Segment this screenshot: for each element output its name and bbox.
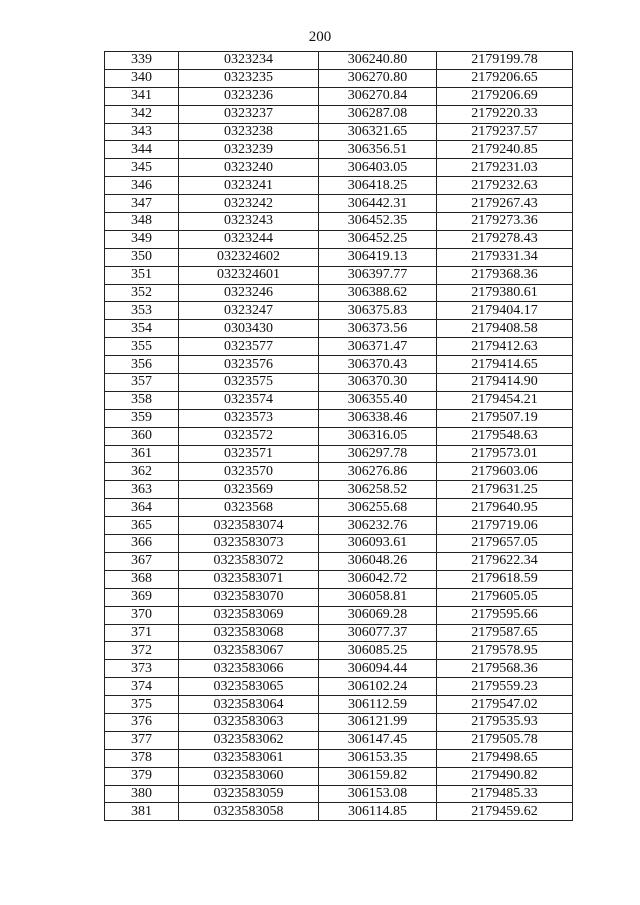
point-id-cell: 0323575 [179, 374, 319, 392]
x-coordinate-cell: 306114.85 [319, 803, 437, 821]
point-number-cell: 353 [105, 302, 179, 320]
x-coordinate-cell: 306355.40 [319, 391, 437, 409]
y-coordinate-cell: 2179220.33 [437, 105, 573, 123]
x-coordinate-cell: 306370.43 [319, 356, 437, 374]
point-id-cell: 0323583064 [179, 696, 319, 714]
point-id-cell: 0323568 [179, 499, 319, 517]
point-number-cell: 339 [105, 52, 179, 70]
y-coordinate-cell: 2179631.25 [437, 481, 573, 499]
x-coordinate-cell: 306375.83 [319, 302, 437, 320]
y-coordinate-cell: 2179547.02 [437, 696, 573, 714]
table-row [105, 445, 573, 463]
x-coordinate-cell: 306094.44 [319, 660, 437, 678]
point-id-cell: 0323583074 [179, 517, 319, 535]
point-id-cell: 0323583058 [179, 803, 319, 821]
x-coordinate-cell: 306255.68 [319, 499, 437, 517]
point-number-cell: 359 [105, 409, 179, 427]
y-coordinate-cell: 2179199.78 [437, 52, 573, 70]
point-number-cell: 376 [105, 713, 179, 731]
point-number-cell: 347 [105, 195, 179, 213]
point-number-cell: 367 [105, 552, 179, 570]
table-row [105, 552, 573, 570]
point-id-cell: 0323583071 [179, 570, 319, 588]
y-coordinate-cell: 2179618.59 [437, 570, 573, 588]
x-coordinate-cell: 306058.81 [319, 588, 437, 606]
table-row [105, 767, 573, 785]
x-coordinate-cell: 306297.78 [319, 445, 437, 463]
table-row [105, 338, 573, 356]
point-id-cell: 0323583072 [179, 552, 319, 570]
point-number-cell: 357 [105, 374, 179, 392]
point-id-cell: 0323234 [179, 52, 319, 70]
y-coordinate-cell: 2179622.34 [437, 552, 573, 570]
table-row [105, 177, 573, 195]
point-number-cell: 354 [105, 320, 179, 338]
x-coordinate-cell: 306147.45 [319, 731, 437, 749]
y-coordinate-cell: 2179595.66 [437, 606, 573, 624]
point-number-cell: 350 [105, 248, 179, 266]
point-number-cell: 369 [105, 588, 179, 606]
x-coordinate-cell: 306316.05 [319, 427, 437, 445]
x-coordinate-cell: 306270.80 [319, 69, 437, 87]
point-id-cell: 0323577 [179, 338, 319, 356]
point-id-cell: 0323235 [179, 69, 319, 87]
point-number-cell: 355 [105, 338, 179, 356]
page-number: 200 [308, 29, 332, 45]
point-id-cell: 0323583062 [179, 731, 319, 749]
y-coordinate-cell: 2179507.19 [437, 409, 573, 427]
y-coordinate-cell: 2179231.03 [437, 159, 573, 177]
y-coordinate-cell: 2179498.65 [437, 749, 573, 767]
y-coordinate-cell: 2179657.05 [437, 535, 573, 553]
x-coordinate-cell: 306112.59 [319, 696, 437, 714]
point-id-cell: 0323239 [179, 141, 319, 159]
x-coordinate-cell: 306121.99 [319, 713, 437, 731]
x-coordinate-cell: 306442.31 [319, 195, 437, 213]
y-coordinate-cell: 2179232.63 [437, 177, 573, 195]
point-number-cell: 342 [105, 105, 179, 123]
point-number-cell: 372 [105, 642, 179, 660]
point-number-cell: 375 [105, 696, 179, 714]
y-coordinate-cell: 2179459.62 [437, 803, 573, 821]
y-coordinate-cell: 2179605.05 [437, 588, 573, 606]
x-coordinate-cell: 306270.84 [319, 87, 437, 105]
table-row [105, 481, 573, 499]
table-row [105, 391, 573, 409]
point-id-cell: 0323570 [179, 463, 319, 481]
table-row [105, 499, 573, 517]
y-coordinate-cell: 2179331.34 [437, 248, 573, 266]
point-id-cell: 0323583063 [179, 713, 319, 731]
point-id-cell: 032324602 [179, 248, 319, 266]
point-number-cell: 374 [105, 678, 179, 696]
point-number-cell: 370 [105, 606, 179, 624]
point-id-cell: 0323583068 [179, 624, 319, 642]
point-id-cell: 0323583066 [179, 660, 319, 678]
x-coordinate-cell: 306258.52 [319, 481, 437, 499]
point-number-cell: 341 [105, 87, 179, 105]
point-number-cell: 365 [105, 517, 179, 535]
point-id-cell: 0323576 [179, 356, 319, 374]
x-coordinate-cell: 306388.62 [319, 284, 437, 302]
point-id-cell: 0323583065 [179, 678, 319, 696]
point-id-cell: 0323243 [179, 213, 319, 231]
x-coordinate-cell: 306153.35 [319, 749, 437, 767]
x-coordinate-cell: 306042.72 [319, 570, 437, 588]
x-coordinate-cell: 306321.65 [319, 123, 437, 141]
point-id-cell: 0323571 [179, 445, 319, 463]
point-number-cell: 366 [105, 535, 179, 553]
point-id-cell: 0323574 [179, 391, 319, 409]
x-coordinate-cell: 306370.30 [319, 374, 437, 392]
y-coordinate-cell: 2179206.65 [437, 69, 573, 87]
point-id-cell: 0323583061 [179, 749, 319, 767]
point-number-cell: 362 [105, 463, 179, 481]
point-id-cell: 0323573 [179, 409, 319, 427]
point-number-cell: 356 [105, 356, 179, 374]
point-number-cell: 344 [105, 141, 179, 159]
coordinates-table [104, 51, 573, 821]
y-coordinate-cell: 2179412.63 [437, 338, 573, 356]
point-id-cell: 0323244 [179, 230, 319, 248]
table-row [105, 248, 573, 266]
point-number-cell: 373 [105, 660, 179, 678]
table-row [105, 427, 573, 445]
y-coordinate-cell: 2179578.95 [437, 642, 573, 660]
point-number-cell: 379 [105, 767, 179, 785]
table-row [105, 69, 573, 87]
y-coordinate-cell: 2179603.06 [437, 463, 573, 481]
y-coordinate-cell: 2179267.43 [437, 195, 573, 213]
y-coordinate-cell: 2179485.33 [437, 785, 573, 803]
table-row [105, 606, 573, 624]
x-coordinate-cell: 306048.26 [319, 552, 437, 570]
x-coordinate-cell: 306232.76 [319, 517, 437, 535]
y-coordinate-cell: 2179273.36 [437, 213, 573, 231]
y-coordinate-cell: 2179587.65 [437, 624, 573, 642]
y-coordinate-cell: 2179240.85 [437, 141, 573, 159]
point-id-cell: 0323583069 [179, 606, 319, 624]
point-id-cell: 0323237 [179, 105, 319, 123]
y-coordinate-cell: 2179719.06 [437, 517, 573, 535]
y-coordinate-cell: 2179414.90 [437, 374, 573, 392]
x-coordinate-cell: 306069.28 [319, 606, 437, 624]
table-row [105, 678, 573, 696]
point-number-cell: 349 [105, 230, 179, 248]
y-coordinate-cell: 2179206.69 [437, 87, 573, 105]
point-number-cell: 364 [105, 499, 179, 517]
y-coordinate-cell: 2179559.23 [437, 678, 573, 696]
table-row [105, 159, 573, 177]
point-id-cell: 0323242 [179, 195, 319, 213]
y-coordinate-cell: 2179454.21 [437, 391, 573, 409]
y-coordinate-cell: 2179505.78 [437, 731, 573, 749]
y-coordinate-cell: 2179640.95 [437, 499, 573, 517]
point-id-cell: 0323238 [179, 123, 319, 141]
point-number-cell: 377 [105, 731, 179, 749]
y-coordinate-cell: 2179404.17 [437, 302, 573, 320]
table-row [105, 588, 573, 606]
y-coordinate-cell: 2179490.82 [437, 767, 573, 785]
x-coordinate-cell: 306159.82 [319, 767, 437, 785]
x-coordinate-cell: 306403.05 [319, 159, 437, 177]
x-coordinate-cell: 306085.25 [319, 642, 437, 660]
point-id-cell: 0323247 [179, 302, 319, 320]
x-coordinate-cell: 306418.25 [319, 177, 437, 195]
table-row [105, 749, 573, 767]
x-coordinate-cell: 306102.24 [319, 678, 437, 696]
table-row [105, 356, 573, 374]
x-coordinate-cell: 306452.25 [319, 230, 437, 248]
y-coordinate-cell: 2179414.65 [437, 356, 573, 374]
x-coordinate-cell: 306153.08 [319, 785, 437, 803]
table-row [105, 785, 573, 803]
point-number-cell: 345 [105, 159, 179, 177]
x-coordinate-cell: 306287.08 [319, 105, 437, 123]
point-number-cell: 368 [105, 570, 179, 588]
x-coordinate-cell: 306356.51 [319, 141, 437, 159]
y-coordinate-cell: 2179278.43 [437, 230, 573, 248]
x-coordinate-cell: 306093.61 [319, 535, 437, 553]
point-number-cell: 352 [105, 284, 179, 302]
point-id-cell: 0323583067 [179, 642, 319, 660]
point-id-cell: 0323240 [179, 159, 319, 177]
point-id-cell: 0323572 [179, 427, 319, 445]
table-row [105, 141, 573, 159]
table-row [105, 266, 573, 284]
point-number-cell: 381 [105, 803, 179, 821]
table-row [105, 230, 573, 248]
table-row [105, 660, 573, 678]
point-number-cell: 358 [105, 391, 179, 409]
point-id-cell: 0323583060 [179, 767, 319, 785]
x-coordinate-cell: 306240.80 [319, 52, 437, 70]
point-number-cell: 361 [105, 445, 179, 463]
point-number-cell: 348 [105, 213, 179, 231]
x-coordinate-cell: 306373.56 [319, 320, 437, 338]
table-row [105, 320, 573, 338]
table-row [105, 52, 573, 70]
table-row [105, 624, 573, 642]
x-coordinate-cell: 306276.86 [319, 463, 437, 481]
x-coordinate-cell: 306419.13 [319, 248, 437, 266]
x-coordinate-cell: 306077.37 [319, 624, 437, 642]
point-id-cell: 0323241 [179, 177, 319, 195]
x-coordinate-cell: 306371.47 [319, 338, 437, 356]
table-row [105, 284, 573, 302]
point-id-cell: 0323569 [179, 481, 319, 499]
point-number-cell: 380 [105, 785, 179, 803]
point-number-cell: 360 [105, 427, 179, 445]
point-number-cell: 346 [105, 177, 179, 195]
x-coordinate-cell: 306397.77 [319, 266, 437, 284]
y-coordinate-cell: 2179408.58 [437, 320, 573, 338]
table-body [105, 52, 573, 821]
point-number-cell: 378 [105, 749, 179, 767]
point-id-cell: 0323246 [179, 284, 319, 302]
table-row [105, 570, 573, 588]
table-row [105, 731, 573, 749]
y-coordinate-cell: 2179380.61 [437, 284, 573, 302]
table-row [105, 463, 573, 481]
point-number-cell: 371 [105, 624, 179, 642]
point-id-cell: 0323583073 [179, 535, 319, 553]
point-id-cell: 032324601 [179, 266, 319, 284]
table-row [105, 535, 573, 553]
table-row [105, 517, 573, 535]
point-number-cell: 363 [105, 481, 179, 499]
table-row [105, 195, 573, 213]
point-number-cell: 340 [105, 69, 179, 87]
point-number-cell: 343 [105, 123, 179, 141]
x-coordinate-cell: 306338.46 [319, 409, 437, 427]
y-coordinate-cell: 2179548.63 [437, 427, 573, 445]
y-coordinate-cell: 2179368.36 [437, 266, 573, 284]
table-row [105, 696, 573, 714]
table-row [105, 105, 573, 123]
table-row [105, 302, 573, 320]
table-row [105, 642, 573, 660]
y-coordinate-cell: 2179568.36 [437, 660, 573, 678]
table-row [105, 87, 573, 105]
point-id-cell: 0323583059 [179, 785, 319, 803]
table-row [105, 803, 573, 821]
y-coordinate-cell: 2179237.57 [437, 123, 573, 141]
point-number-cell: 351 [105, 266, 179, 284]
table-row [105, 713, 573, 731]
table-row [105, 374, 573, 392]
y-coordinate-cell: 2179535.93 [437, 713, 573, 731]
point-id-cell: 0303430 [179, 320, 319, 338]
table-row [105, 409, 573, 427]
table-row [105, 213, 573, 231]
point-id-cell: 0323583070 [179, 588, 319, 606]
y-coordinate-cell: 2179573.01 [437, 445, 573, 463]
table-row [105, 123, 573, 141]
x-coordinate-cell: 306452.35 [319, 213, 437, 231]
point-id-cell: 0323236 [179, 87, 319, 105]
